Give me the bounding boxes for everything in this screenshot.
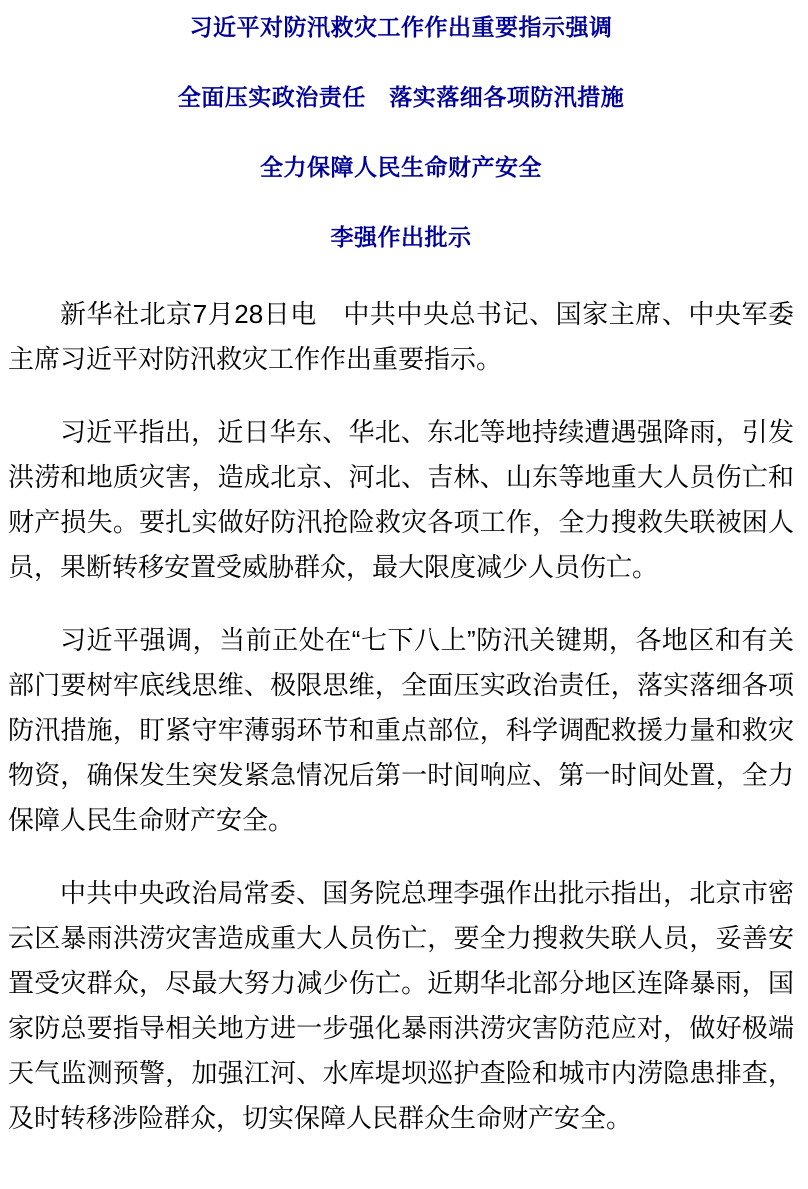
headline-line-4: 李强作出批示 (330, 224, 472, 250)
body-paragraph-li-qiang-instruction: 中共中央政治局常委、国务院总理李强作出批示指出，北京市密云区暴雨洪涝灾害造成重大人员伤亡，要全力搜救失联人员，妥善安置受灾群众，尽最大努力减少伤亡。近期华北部分地区连降暴雨，国家防总要指导相关地方进一步强化暴雨洪涝灾害防范应对，做好极端天气监测预警，加强江河、水库堤坝巡护查险和城市内涝隐患排查，及时转移涉险群众，切实保障人民群众生命财产安全。 (8, 878, 794, 1133)
headline-line-2: 全面压实政治责任 落实落细各项防汛措施 (177, 84, 625, 110)
headline-line-3: 全力保障人民生命财产安全 (260, 154, 542, 180)
body-paragraph-xi-emphasized: 习近平强调，当前正处在“七下八上”防汛关键期，各地区和有关部门要树牢底线思维、极限思维，全面压实政治责任，落实落细各项防汛措施，盯紧守牢薄弱环节和重点部位，科学调配救援力量和救灾物资，确保发生突发紧急情况后第一时间响应、第一时间处置，全力保障人民生命财产安全。 (8, 625, 794, 835)
body-paragraph-xi-pointed-out: 习近平指出，近日华东、华北、东北等地持续遭遇强降雨，引发洪涝和地质灾害，造成北京、河北、吉林、山东等地重大人员伤亡和财产损失。要扎实做好防汛抢险救灾各项工作，全力搜救失联被困人员，果断转移安置受威胁群众，最大限度减少人员伤亡。 (8, 417, 794, 582)
body-paragraph-dateline: 新华社北京7月28日电 中共中央总书记、国家主席、中央军委主席习近平对防汛救灾工作作出重要指示。 (8, 299, 794, 374)
headline-line-1: 习近平对防汛救灾工作作出重要指示强调 (189, 14, 613, 40)
